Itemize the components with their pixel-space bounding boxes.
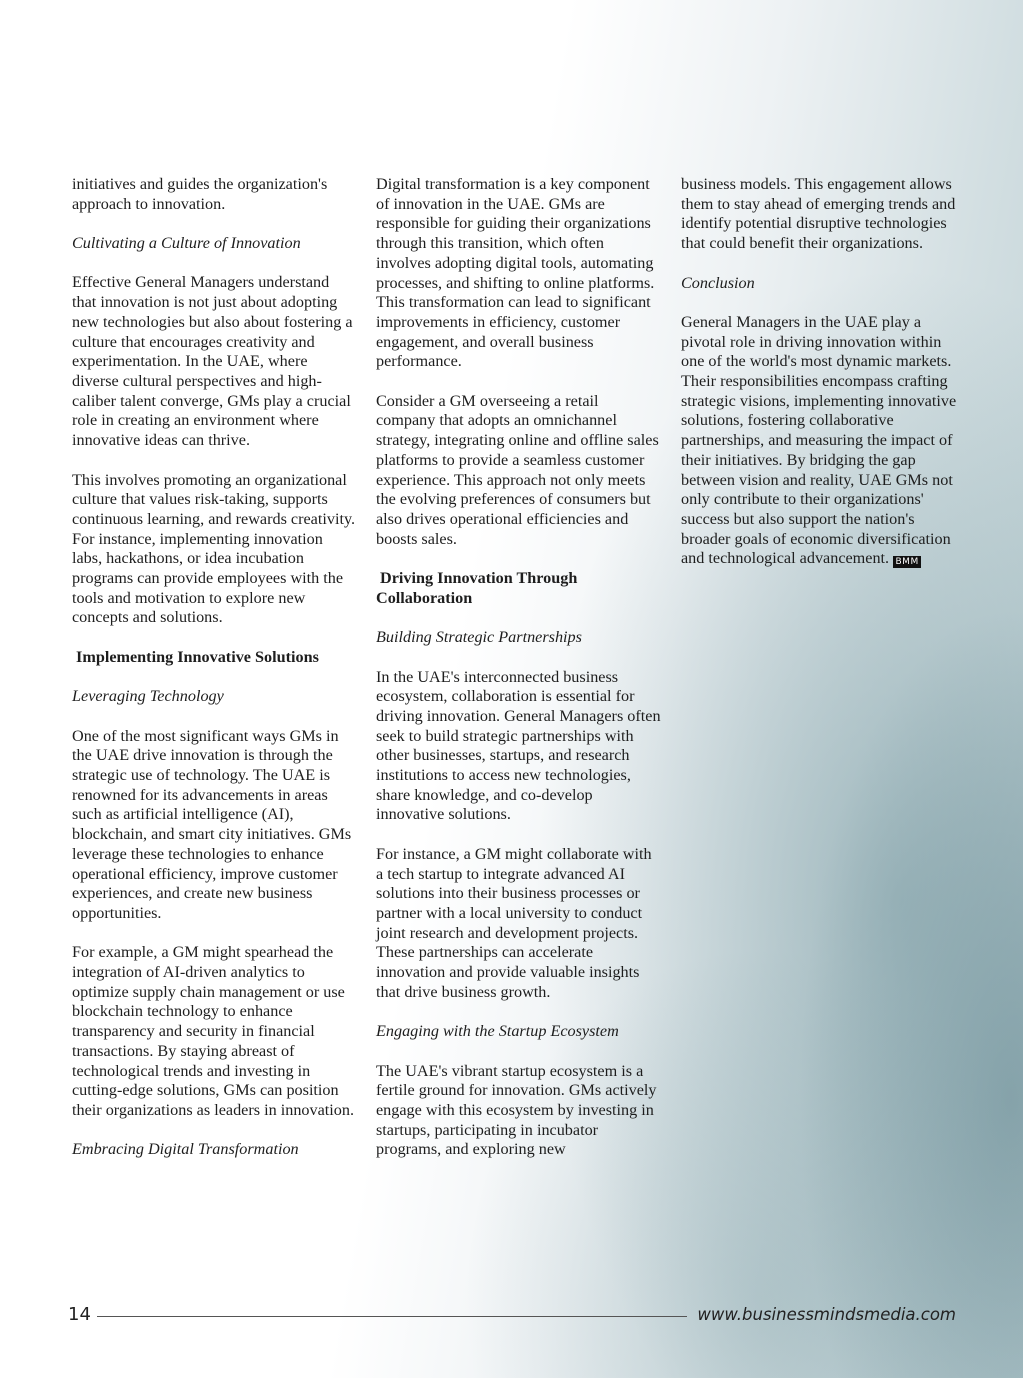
subheading-cultivating-culture: Cultivating a Culture of Innovation [72,234,301,253]
section-heading-text: Driving Innovation Through Collaboration [376,569,578,607]
section-heading-implementing-solutions [72,648,357,668]
article-column-2 [376,175,661,1180]
page-footer [0,1300,1023,1330]
footer-website-url: www.businessmindsmedia.com [697,1305,956,1324]
subheading-digital-transformation: Embracing Digital Transformation [72,1140,299,1159]
article-column-3 [681,175,966,589]
paragraph: For instance, a GM might collaborate with a tech startup to integrate advanced AI solutions into their business processes or partner with a local university to conduct joint research and development projects. These partnerships can accelerate innovation and provide valuable insights that drive business growth. [376,844,652,1001]
section-heading-collaboration [376,569,661,608]
paragraph: Effective General Managers understand that innovation is not just about adopting new technologies but also about fostering a culture that encourages creativity and experimentation. In the UAE, where diverse cultural perspectives and high-caliber talent converge, GMs play a crucial role in creating an environment where innovative ideas can thrive. [72,273,353,450]
paragraph-text: General Managers in the UAE play a pivotal role in driving innovation within one of the world's most dynamic markets. Their responsibilities encompass crafting strategic visions, implementing innovative solutions, fostering collaborative partnerships, and measuring the impact of their initiatives. By bridging the gap between vision and reality, UAE GMs not only contribute to their organizations' success but also support the nation's broader goals of economic diversification and technological advancement. [681,312,957,568]
paragraph: For example, a GM might spearhead the integration of AI-driven analytics to optimize supply chain management or use blockchain technology to enhance transparency and security in financial transactions. By staying abreast of technological trends and investing in cutting-edge solutions, GMs can position their organizations as leaders in innovation. [72,943,355,1119]
paragraph: initiatives and guides the organization's approach to innovation. [72,175,328,213]
subheading-startup-ecosystem: Engaging with the Startup Ecosystem [376,1022,619,1041]
subheading-conclusion: Conclusion [681,273,755,292]
page-number: 14 [68,1304,91,1325]
paragraph: business models. This engagement allows them to stay ahead of emerging trends and identify potential disruptive technologies that could benefit their organizations. [681,175,956,253]
section-heading-text: Implementing Innovative Solutions [76,647,319,666]
subheading-strategic-partnerships: Building Strategic Partnerships [376,628,582,647]
article-column-1 [72,175,357,1180]
paragraph: Consider a GM overseeing a retail company that adopts an omnichannel strategy, integrating online and offline sales platforms to provide a seamless customer experience. This approach not only meets the evolving preferences of consumers but also drives operational efficiencies and boosts sales. [376,391,659,548]
end-of-article-logo-icon: BMM [893,556,921,568]
paragraph-conclusion [681,313,966,569]
paragraph: This involves promoting an organizational culture that values risk-taking, supports continuous learning, and rewards creativity. For instance, implementing innovation labs, hackathons, or idea incubation programs can provide employees with the tools and motivation to explore new concepts and solutions. [72,470,356,627]
footer-divider [97,1316,687,1317]
subheading-leveraging-technology: Leveraging Technology [72,687,224,706]
paragraph: One of the most significant ways GMs in the UAE drive innovation is through the strategic use of technology. The UAE is renowned for its advancements in areas such as artificial intelligence (AI), blockchain, and smart city initiatives. GMs leverage these technologies to enhance operational efficiency, improve customer experiences, and create new business opportunities. [72,726,352,922]
paragraph: In the UAE's interconnected business ecosystem, collaboration is essential for driving innovation. General Managers often seek to build strategic partnerships with other businesses, startups, and research institutions to access new technologies, share knowledge, and co-develop innovative solutions. [376,667,661,824]
paragraph: Digital transformation is a key component of innovation in the UAE. GMs are responsible for guiding their organizations through this transition, which often involves adopting digital tools, automating processes, and shifting to online platforms. This transformation can lead to significant improvements in efficiency, customer engagement, and overall business performance. [376,175,655,371]
paragraph: The UAE's vibrant startup ecosystem is a fertile ground for innovation. GMs actively engage with this ecosystem by investing in startups, participating in incubator programs, and exploring new [376,1061,657,1159]
